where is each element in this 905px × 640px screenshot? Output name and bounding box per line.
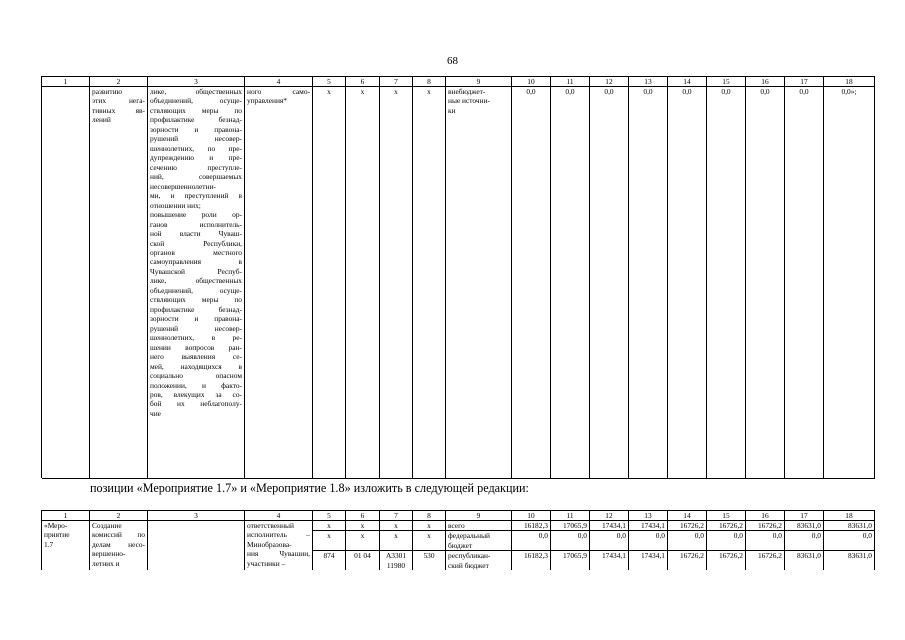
cell-value: 83631,0 bbox=[785, 551, 824, 570]
cell-col1 bbox=[42, 87, 90, 479]
cell-value: 83631,0 bbox=[824, 551, 875, 570]
cell-code: A3301 11980 bbox=[380, 551, 413, 570]
text-line: профилактике безнад- bbox=[150, 304, 242, 314]
text-line: бюджет bbox=[448, 540, 473, 550]
cell-value: 17434,1 bbox=[590, 521, 629, 531]
column-number: 11 bbox=[551, 77, 590, 87]
text-line: ми, и преступлений в bbox=[150, 191, 242, 201]
text-line: ской Республики, bbox=[150, 238, 242, 248]
column-number: 9 bbox=[446, 511, 512, 521]
text-line: зорности и правона- bbox=[150, 314, 242, 324]
text-line: ский бюджет bbox=[448, 560, 489, 570]
cell-col2 bbox=[90, 521, 148, 571]
text-line: ров, влекущих за со- bbox=[150, 390, 242, 399]
cell-value: 17434,1 bbox=[629, 521, 668, 531]
text-line: управления* bbox=[247, 96, 287, 106]
cell-code: 01 04 bbox=[346, 551, 380, 570]
column-number: 14 bbox=[668, 77, 707, 87]
cell-source bbox=[446, 531, 512, 551]
text-line: исполнитель – bbox=[247, 530, 310, 540]
cell-value: 16726,2 bbox=[668, 551, 707, 570]
cell-code: x bbox=[380, 521, 413, 531]
cell-code-1: x bbox=[313, 87, 346, 479]
cell-value: 17065,9 bbox=[551, 551, 590, 570]
column-number: 15 bbox=[707, 511, 746, 521]
text-line: Минобразова- bbox=[247, 539, 292, 549]
cell-value: 0,0 bbox=[668, 87, 707, 479]
text-line: органов местного bbox=[150, 247, 242, 257]
text-line: всего bbox=[448, 521, 465, 530]
column-number: 13 bbox=[629, 77, 668, 87]
text-line: повышение роли ор- bbox=[150, 210, 242, 220]
text-line: ответственный bbox=[247, 521, 294, 530]
text-line: тивных яв- bbox=[92, 105, 145, 115]
column-number: 17 bbox=[785, 77, 824, 87]
section-heading: позиции «Мероприятие 1.7» и «Мероприятие 1.8» изложить в следующей редакции: bbox=[90, 481, 529, 495]
column-number: 7 bbox=[380, 511, 413, 521]
column-number: 8 bbox=[413, 511, 446, 521]
column-number: 3 bbox=[148, 511, 245, 521]
cell-col1 bbox=[42, 521, 90, 571]
text-line: объединений, осуще- bbox=[150, 96, 242, 106]
bottom-border bbox=[42, 478, 875, 479]
cell-value: 0,0 bbox=[590, 531, 629, 551]
column-number: 17 bbox=[785, 511, 824, 521]
cell-col2 bbox=[90, 87, 148, 479]
cell-value: 0,0 bbox=[824, 531, 875, 551]
cell-col3 bbox=[148, 521, 245, 571]
column-number-row bbox=[42, 511, 875, 521]
cell-code-4: x bbox=[413, 87, 446, 479]
text-line: бой их неблагополу- bbox=[150, 399, 242, 409]
text-line: мей, находящихся в bbox=[150, 361, 242, 371]
cell-value: 17065,9 bbox=[551, 521, 590, 531]
cell-value: 16726,2 bbox=[707, 551, 746, 570]
column-number: 6 bbox=[346, 511, 380, 521]
cell-source bbox=[446, 521, 512, 531]
text-line: положении, и факто- bbox=[150, 380, 242, 390]
column-number: 5 bbox=[313, 77, 346, 87]
column-number: 2 bbox=[90, 77, 148, 87]
text-line: самоуправления в bbox=[150, 257, 242, 267]
column-number: 6 bbox=[346, 77, 380, 87]
text-line: лений bbox=[92, 115, 111, 125]
column-number: 5 bbox=[313, 511, 346, 521]
text-line: участники – bbox=[247, 558, 286, 568]
column-number: 1 bbox=[42, 511, 90, 521]
text-line: ганов исполнитель- bbox=[150, 219, 242, 229]
text-line: шении вопросов ран- bbox=[150, 342, 242, 352]
cell-value: 0,0 bbox=[551, 531, 590, 551]
column-number: 4 bbox=[245, 77, 313, 87]
text-line: ствляющих меры по bbox=[150, 105, 242, 115]
cell-code: x bbox=[346, 531, 380, 551]
column-number: 12 bbox=[590, 511, 629, 521]
text-line: рушений несовер- bbox=[150, 134, 242, 144]
text-line: делам несо- bbox=[92, 539, 145, 549]
text-line: ки bbox=[448, 105, 456, 115]
text-line: шеннолетних, в ре- bbox=[150, 333, 242, 343]
column-number: 8 bbox=[413, 77, 446, 87]
text-line: федеральный bbox=[448, 531, 490, 541]
cell-source bbox=[446, 551, 512, 570]
text-line: Создание bbox=[92, 521, 122, 530]
cell-value: 0,0 bbox=[707, 531, 746, 551]
text-line: ствляющих меры по bbox=[150, 295, 242, 305]
column-number: 10 bbox=[512, 511, 551, 521]
column-number: 3 bbox=[148, 77, 245, 87]
cell-value: 0,0 bbox=[629, 87, 668, 479]
text-line: чие bbox=[150, 408, 161, 418]
text-line: «Меро- bbox=[44, 521, 68, 530]
column-number: 11 bbox=[551, 511, 590, 521]
cell-value: 0,0 bbox=[746, 531, 785, 551]
text-line: внебюджет- bbox=[448, 87, 486, 96]
page-number: 68 bbox=[447, 55, 458, 67]
cell-code: x bbox=[413, 531, 446, 551]
cell-code: x bbox=[313, 521, 346, 531]
cell-value: 16726,2 bbox=[746, 521, 785, 531]
text-line: профилактике безнад- bbox=[150, 115, 242, 125]
text-line: шеннолетних, по пре- bbox=[150, 143, 242, 153]
column-number: 10 bbox=[512, 77, 551, 87]
text-line: развитию bbox=[92, 87, 123, 96]
cell-value: 0,0 bbox=[668, 531, 707, 551]
text-line: ний, совершаемых bbox=[150, 172, 242, 182]
text-line: ные источни- bbox=[448, 96, 491, 106]
cell-value: 16726,2 bbox=[668, 521, 707, 531]
cell-value: 16726,2 bbox=[707, 521, 746, 531]
text-line: несовершеннолетни- bbox=[150, 181, 216, 191]
column-number-row bbox=[42, 77, 875, 87]
cell-value: 0,0»; bbox=[824, 87, 875, 479]
program-table-new bbox=[41, 510, 875, 570]
column-number: 18 bbox=[824, 511, 875, 521]
column-number: 16 bbox=[746, 77, 785, 87]
cell-value: 0,0 bbox=[590, 87, 629, 479]
text-line: лике, общественных bbox=[150, 87, 242, 96]
cell-col3 bbox=[148, 87, 245, 479]
text-line: сечению преступле- bbox=[150, 162, 242, 172]
cell-code: x bbox=[346, 521, 380, 531]
cell-code: x bbox=[380, 531, 413, 551]
cell-code: x bbox=[413, 521, 446, 531]
column-number: 1 bbox=[42, 77, 90, 87]
cell-value: 0,0 bbox=[512, 87, 551, 479]
column-number: 18 bbox=[824, 77, 875, 87]
cell-value: 16182,3 bbox=[512, 551, 551, 570]
text-line: рушений несовер- bbox=[150, 323, 242, 333]
text-line: республикан- bbox=[448, 551, 491, 561]
cell-value: 16182,3 bbox=[512, 521, 551, 531]
cell-value: 0,0 bbox=[629, 531, 668, 551]
column-number: 14 bbox=[668, 511, 707, 521]
text-line: объединений, осуще- bbox=[150, 285, 242, 295]
cell-value: 0,0 bbox=[707, 87, 746, 479]
program-table-continued bbox=[41, 76, 875, 479]
text-line: ной власти Чуваш- bbox=[150, 229, 242, 239]
text-line: социально опасном bbox=[150, 371, 242, 381]
text-line: дупреждению и пре- bbox=[150, 153, 242, 163]
table-row bbox=[42, 521, 875, 531]
cell-value: 17434,1 bbox=[629, 551, 668, 570]
cell-code: 874 bbox=[313, 551, 346, 570]
column-number: 16 bbox=[746, 511, 785, 521]
cell-code: x bbox=[313, 531, 346, 551]
text-line: вершенно- bbox=[92, 549, 126, 559]
column-number: 7 bbox=[380, 77, 413, 87]
column-number: 15 bbox=[707, 77, 746, 87]
column-number: 2 bbox=[90, 511, 148, 521]
text-line: летних и bbox=[92, 558, 120, 568]
column-number: 13 bbox=[629, 511, 668, 521]
text-line: 1.7 bbox=[44, 539, 54, 549]
cell-value: 0,0 bbox=[512, 531, 551, 551]
text-line: него выявления се- bbox=[150, 352, 242, 362]
text-line: комиссий по bbox=[92, 530, 145, 540]
text-line: Чувашской Респуб- bbox=[150, 266, 242, 276]
text-line: лике, общественных bbox=[150, 276, 242, 286]
cell-source bbox=[446, 87, 512, 479]
column-number: 4 bbox=[245, 511, 313, 521]
cell-value: 0,0 bbox=[785, 531, 824, 551]
cell-value: 0,0 bbox=[785, 87, 824, 479]
cell-value: 0,0 bbox=[551, 87, 590, 479]
text-line: ного само- bbox=[247, 87, 310, 96]
column-number: 12 bbox=[590, 77, 629, 87]
text-line: ния Чувашии, bbox=[247, 549, 310, 559]
text-line: этих нега- bbox=[92, 96, 145, 106]
table-bottom-line bbox=[42, 478, 875, 479]
cell-col4 bbox=[245, 87, 313, 479]
table-row bbox=[42, 87, 875, 479]
cell-value: 83631,0 bbox=[824, 521, 875, 531]
text-line: приятие bbox=[44, 530, 70, 540]
cell-value: 16726,2 bbox=[746, 551, 785, 570]
cell-value: 0,0 bbox=[746, 87, 785, 479]
cell-value: 83631,0 bbox=[785, 521, 824, 531]
cell-code-2: x bbox=[346, 87, 380, 479]
cell-code: 530 bbox=[413, 551, 446, 570]
cell-value: 17434,1 bbox=[590, 551, 629, 570]
text-line: зорности и правона- bbox=[150, 124, 242, 134]
cell-col4 bbox=[245, 521, 313, 571]
cell-code-3: x bbox=[380, 87, 413, 479]
text-line: отношении них; bbox=[150, 200, 201, 210]
column-number: 9 bbox=[446, 77, 512, 87]
